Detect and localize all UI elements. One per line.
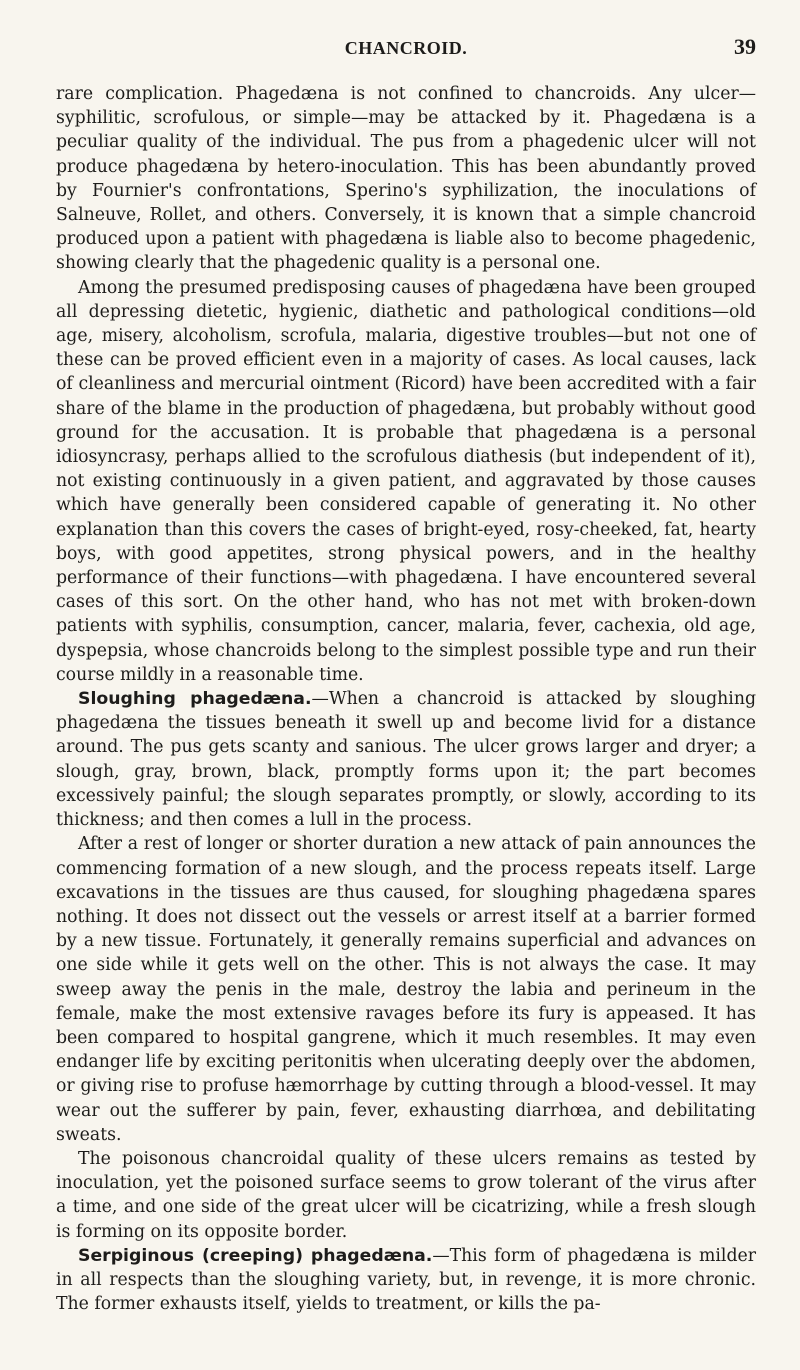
paragraph-new-attack: After a rest of longer or shorter duration a new attack of pain announces the commencing formation of a new slough, and the process repeats itself. Large excavations in the tissues are thus caused, for sloughing phagedæna spares nothing. It does not dissect out the vessels or arrest itself at a barrier formed by a new tissue. Fortunately, it generally remains superficial and advances on one side while it gets well on the other. This is not always the case. It may sweep away the penis in the male, destroy the labia and perineum in the female, make the most extensive ravages before its fury is appeased. It has been compared to hospital gangrene, which it much resembles. It may even endanger life by exciting peritonitis when ulcerating deeply over the abdomen, or giving rise to profuse hæmorrhage by cutting through a blood-vessel. It may wear out the sufferer by pain, fever, exhausting diarrhœa, and debilitating sweats. — [56, 834, 756, 1145]
running-head — [56, 0, 756, 58]
paragraph-sloughing — [56, 687, 756, 832]
section-heading-serpiginous: Serpiginous (creeping) phagedæna. — [78, 1245, 433, 1266]
paragraph-serpiginous-text: —This form of phagedæna is milder in all respects than the sloughing variety, but, in revenge, it is more chronic. The former exhausts itself, yields to treatment, or kills the pa- — [56, 1245, 756, 1315]
paragraph-serpiginous — [56, 1244, 756, 1317]
page-number: 39 — [734, 34, 756, 59]
section-heading-sloughing: Sloughing phagedæna. — [78, 689, 312, 710]
paragraph-continuation: rare complication. Phagedæna is not confined to chancroids. Any ulcer—syphilitic, scrofulous, or simple—may be attacked by it. Phagedæna is a peculiar quality of the individual. The pus from a phagedenic ulcer will not produce phagedæna by hetero-inoculation. This has been abundantly proved by Fournier's confrontations, Sperino's syphilization, the inoculations of Salneuve, Rollet, and others. Conversely, it is known that a simple chancroid produced upon a patient with phagedæna is liable also to become phagedenic, showing clearly that the phagedenic quality is a personal one. — [56, 84, 756, 274]
paragraph-sloughing-text: —When a chancroid is attacked by sloughing phagedæna the tissues beneath it swell up and become livid for a distance around. The pus gets scanty and sanious. The ulcer grows larger and dryer; a slough, gray, brown, black, promptly forms upon it; the part becomes excessively painful; the slough separates promptly, or slowly, according to its thickness; and then comes a lull in the process. — [56, 689, 757, 831]
body-text — [56, 82, 756, 1316]
running-head-title: CHANCROID. — [344, 38, 468, 58]
paragraph-poisonous-quality: The poisonous chancroidal quality of these ulcers remains as tested by inoculation, yet the poisoned surface seems to grow tolerant of the virus after a time, and one side of the great ulcer will be cicatrizing, while a fresh slough is forming on its opposite border. — [56, 1148, 756, 1242]
paragraph-predisposing-causes: Among the presumed predisposing causes of phagedæna have been grouped all depressing dietetic, hygienic, diathetic and pathological conditions—old age, misery, alcoholism, scrofula, malaria, digestive troubles—but not one of these can be proved efficient even in a majority of cases. As local causes, lack of cleanliness and mercurial ointment (Ricord) have been accredited with a fair share of the blame in the production of phagedæna, but probably without good ground for the accusation. It is probable that phagedæna is a personal idiosyncrasy, perhaps allied to the scrofulous diathesis (but independent of it), not existing continuously in a given patient, and aggravated by those causes which have generally been considered capable of generating it. No other explanation than this covers the cases of bright-eyed, rosy-cheeked, fat, hearty boys, with good appetites, strong physical powers, and in the healthy performance of their functions—with phagedæna. I have encountered several cases of this sort. On the other hand, who has not met with broken-down patients with syphilis, consumption, cancer, malaria, fever, cachexia, old age, dyspepsia, whose chancroids belong to the simplest possible type and run their course mildly in a reasonable time. — [56, 277, 756, 685]
